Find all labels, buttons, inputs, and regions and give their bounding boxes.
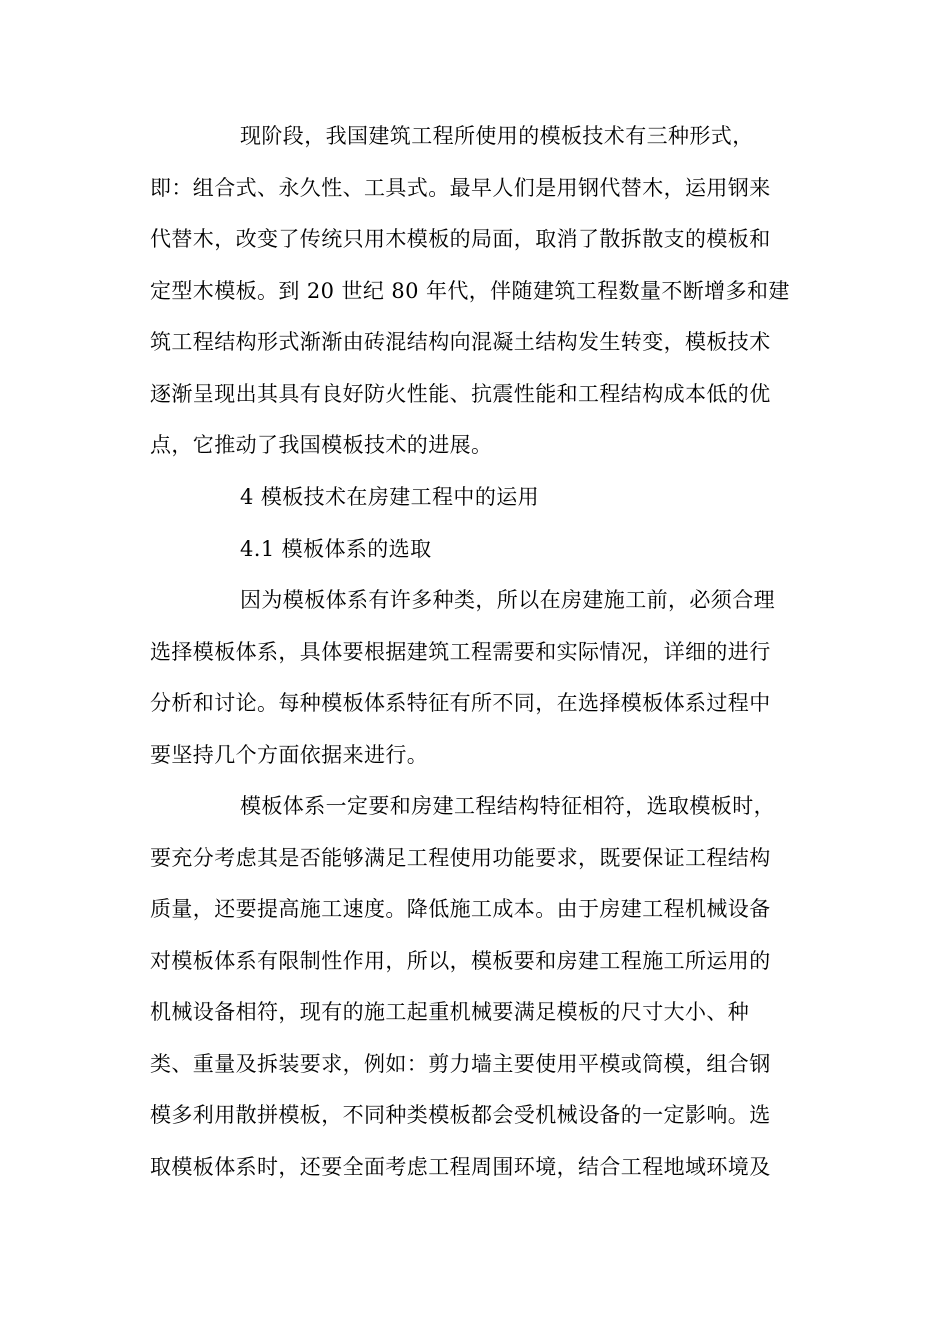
- paragraph-1-line-3: 代替木，改变了传统只用木模板的局面，取消了散拆散支的模板和: [150, 227, 771, 251]
- paragraph-3-line-5: 机械设备相符，现有的施工起重机械要满足模板的尺寸大小、种: [150, 1000, 750, 1024]
- paragraph-2-line-1: 因为模板体系有许多种类，所以在房建施工前，必须合理: [240, 588, 775, 612]
- paragraph-1-line-4: 定型木模板。到 20 世纪 80 年代，伴随建筑工程数量不断增多和建: [150, 279, 790, 303]
- paragraph-1-line-6: 逐渐呈现出其具有良好防火性能、抗震性能和工程结构成本低的优: [150, 382, 771, 406]
- paragraph-3-line-1: 模板体系一定要和房建工程结构特征相符，选取模板时，: [240, 794, 775, 818]
- paragraph-1-line-5: 筑工程结构形式渐渐由砖混结构向混凝土结构发生转变，模板技术: [150, 330, 771, 354]
- paragraph-1-line-1: 现阶段，我国建筑工程所使用的模板技术有三种形式，: [240, 124, 754, 148]
- paragraph-3-line-4: 对模板体系有限制性作用，所以，模板要和房建工程施工所运用的: [150, 949, 771, 973]
- subsection-heading: 4.1 模板体系的选取: [240, 537, 432, 561]
- paragraph-1-line-7: 点，它推动了我国模板技术的进展。: [150, 433, 493, 457]
- paragraph-1-line-2: 即：组合式、永久性、工具式。最早人们是用钢代替木，运用钢来: [150, 176, 771, 200]
- paragraph-3-line-8: 取模板体系时，还要全面考虑工程周围环境，结合工程地域环境及: [150, 1155, 771, 1179]
- paragraph-3-line-6: 类、重量及拆装要求，例如：剪力墙主要使用平模或筒模，组合钢: [150, 1052, 771, 1076]
- paragraph-2-line-4: 要坚持几个方面依据来进行。: [150, 743, 429, 767]
- paragraph-3-line-3: 质量，还要提高施工速度。降低施工成本。由于房建工程机械设备: [150, 897, 771, 921]
- paragraph-2-line-2: 选择模板体系，具体要根据建筑工程需要和实际情况，详细的进行: [150, 640, 771, 664]
- section-heading: 4 模板技术在房建工程中的运用: [240, 485, 540, 509]
- paragraph-2-line-3: 分析和讨论。每种模板体系特征有所不同，在选择模板体系过程中: [150, 691, 771, 715]
- paragraph-3-line-7: 模多利用散拼模板，不同种类模板都会受机械设备的一定影响。选: [150, 1103, 771, 1127]
- paragraph-3-line-2: 要充分考虑其是否能够满足工程使用功能要求，既要保证工程结构: [150, 846, 771, 870]
